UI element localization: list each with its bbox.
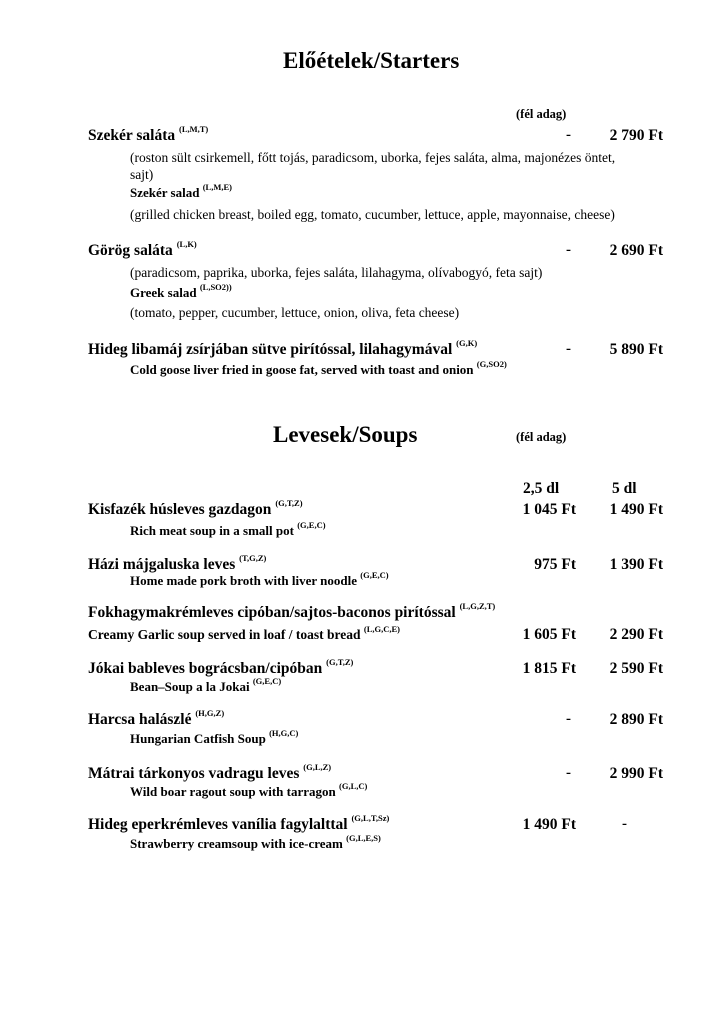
- allergen-codes: (G,T,Z): [275, 497, 303, 508]
- menu-item-fokhagymakremleves: [88, 600, 496, 622]
- price-small: 1 605 Ft: [522, 626, 576, 643]
- price: 5 890 Ft: [609, 341, 663, 358]
- price-large: 1 490 Ft: [609, 501, 663, 518]
- allergen-codes: (L,G,Z,T): [459, 600, 496, 611]
- item-name-en: Hungarian Catfish Soup $^{(H,G,C)}$: [130, 727, 299, 746]
- starters-title: Előételek/Starters: [283, 48, 460, 73]
- item-name-en: Home made pork broth with liver noodle $^{(G,E,C)}$: [130, 569, 389, 588]
- half-price: -: [566, 127, 571, 143]
- allergen-codes-en: (G,E,C): [360, 569, 389, 580]
- price-large: 2 890 Ft: [609, 711, 663, 728]
- allergen-codes-en: (H,G,C): [269, 727, 299, 738]
- item-name-en: Creamy Garlic soup served in loaf / toast bread $^{(L,G,C,E)}$: [88, 623, 400, 642]
- col-large-header: 5 dl: [612, 480, 637, 497]
- item-description-en: (tomato, pepper, cucumber, lettuce, onion, oliva, feta cheese): [130, 305, 460, 320]
- item-description-hu-cont: sajt): [130, 167, 154, 182]
- item-name: Szekér saláta: [88, 127, 176, 144]
- menu-item-libamaj: [88, 337, 478, 359]
- item-name: Hideg eperkrémleves vanília fagylalttal: [88, 816, 348, 833]
- price-large: 2 590 Ft: [609, 660, 663, 677]
- price: 2 790 Ft: [609, 127, 663, 144]
- item-name: Görög saláta: [88, 242, 173, 259]
- allergen-codes-en: (G,E,C): [252, 675, 282, 686]
- allergen-codes: (T,G,Z): [239, 552, 267, 563]
- item-name: Kisfazék húsleves gazdagon: [88, 501, 272, 518]
- item-name-en: Wild boar ragout soup with tarragon $^{(G,L,C)}$: [130, 780, 368, 799]
- menu-item-szeker-salata: [88, 123, 209, 145]
- allergen-codes-en: (L,G,C,E): [363, 623, 400, 634]
- col-small-header: 2,5 dl: [523, 480, 560, 497]
- allergen-codes: (L,M,T): [178, 123, 209, 134]
- item-name: Harcsa halászlé: [88, 711, 192, 728]
- price-small: 1 815 Ft: [522, 660, 576, 677]
- price-large: 2 290 Ft: [609, 626, 663, 643]
- allergen-codes: (G,L,T,Sz): [351, 812, 390, 823]
- menu-item-vadragu-leves: [88, 761, 332, 783]
- allergen-codes-en: (G,L,C): [339, 780, 368, 791]
- menu-item-majgaluska: [88, 552, 267, 574]
- half-price: -: [566, 242, 571, 258]
- price-small: 1 045 Ft: [522, 501, 576, 518]
- item-name-en: Cold goose liver fried in goose fat, served with toast and onion $^{(G,SO2)}$: [130, 358, 507, 377]
- menu-item-husleves: [88, 497, 303, 519]
- allergen-codes-en: (G,E,C): [297, 519, 326, 530]
- allergen-codes-en: (G,SO2): [476, 358, 507, 369]
- allergen-codes: (G,K): [456, 337, 478, 348]
- soups-title: Levesek/Soups: [273, 422, 418, 447]
- price-small: 1 490 Ft: [522, 816, 576, 833]
- price-large: 2 990 Ft: [609, 765, 663, 782]
- item-description-en: (grilled chicken breast, boiled egg, tomato, cucumber, lettuce, apple, mayonnaise, cheese): [130, 207, 615, 222]
- item-description-hu: (roston sült csirkemell, főtt tojás, paradicsom, uborka, fejes saláta, alma, majonézes öntet,: [130, 150, 616, 165]
- allergen-codes: (L,K): [176, 238, 197, 249]
- price-small: -: [566, 711, 571, 727]
- price: 2 690 Ft: [609, 242, 663, 259]
- price-large: -: [622, 816, 627, 832]
- allergen-codes: (G,T,Z): [326, 656, 354, 667]
- menu-item-eperkremleves: [88, 812, 390, 834]
- item-name: Házi májgaluska leves: [88, 556, 236, 573]
- item-name-en: Strawberry creamsoup with ice-cream $^{(G,L,E,S)}$: [130, 832, 381, 851]
- item-name: Fokhagymakrémleves cipóban/sajtos-baconos pirítóssal: [88, 604, 456, 621]
- item-name-en: Szekér salad $^{(L,M,E)}$: [130, 181, 232, 200]
- menu-item-gorog-salata: [88, 238, 197, 260]
- allergen-codes-en: (G,L,E,S): [346, 832, 381, 843]
- allergen-codes: (G,L,Z): [303, 761, 332, 772]
- item-name-en: Rich meat soup in a small pot $^{(G,E,C)}$: [130, 519, 326, 538]
- price-small: 975 Ft: [534, 556, 576, 573]
- allergen-codes-en: (L,M,E): [202, 181, 232, 192]
- item-name: Jókai bableves bográcsban/cipóban: [88, 660, 323, 677]
- allergen-codes: (H,G,Z): [195, 707, 225, 718]
- price-large: 1 390 Ft: [609, 556, 663, 573]
- price-small: -: [566, 765, 571, 781]
- half-price: -: [566, 341, 571, 357]
- menu-item-harcsa-halaszle: [88, 707, 225, 729]
- starters-half-portion-label: (fél adag): [516, 107, 567, 121]
- item-name: Hideg libamáj zsírjában sütve pirítóssal, lilahagymával: [88, 341, 453, 358]
- menu-item-jokai-bableves: [88, 656, 354, 678]
- allergen-codes-en: (L,SO2)): [199, 281, 232, 292]
- soups-half-portion-label: (fél adag): [516, 430, 567, 444]
- item-name-en: Bean–Soup a la Jokai $^{(G,E,C)}$: [130, 675, 282, 694]
- item-name-en: Greek salad $^{(L,SO2))}$: [130, 281, 232, 300]
- item-name: Mátrai tárkonyos vadragu leves: [88, 765, 300, 782]
- item-description-hu: (paradicsom, paprika, uborka, fejes saláta, lilahagyma, olívabogyó, feta sajt): [130, 265, 543, 280]
